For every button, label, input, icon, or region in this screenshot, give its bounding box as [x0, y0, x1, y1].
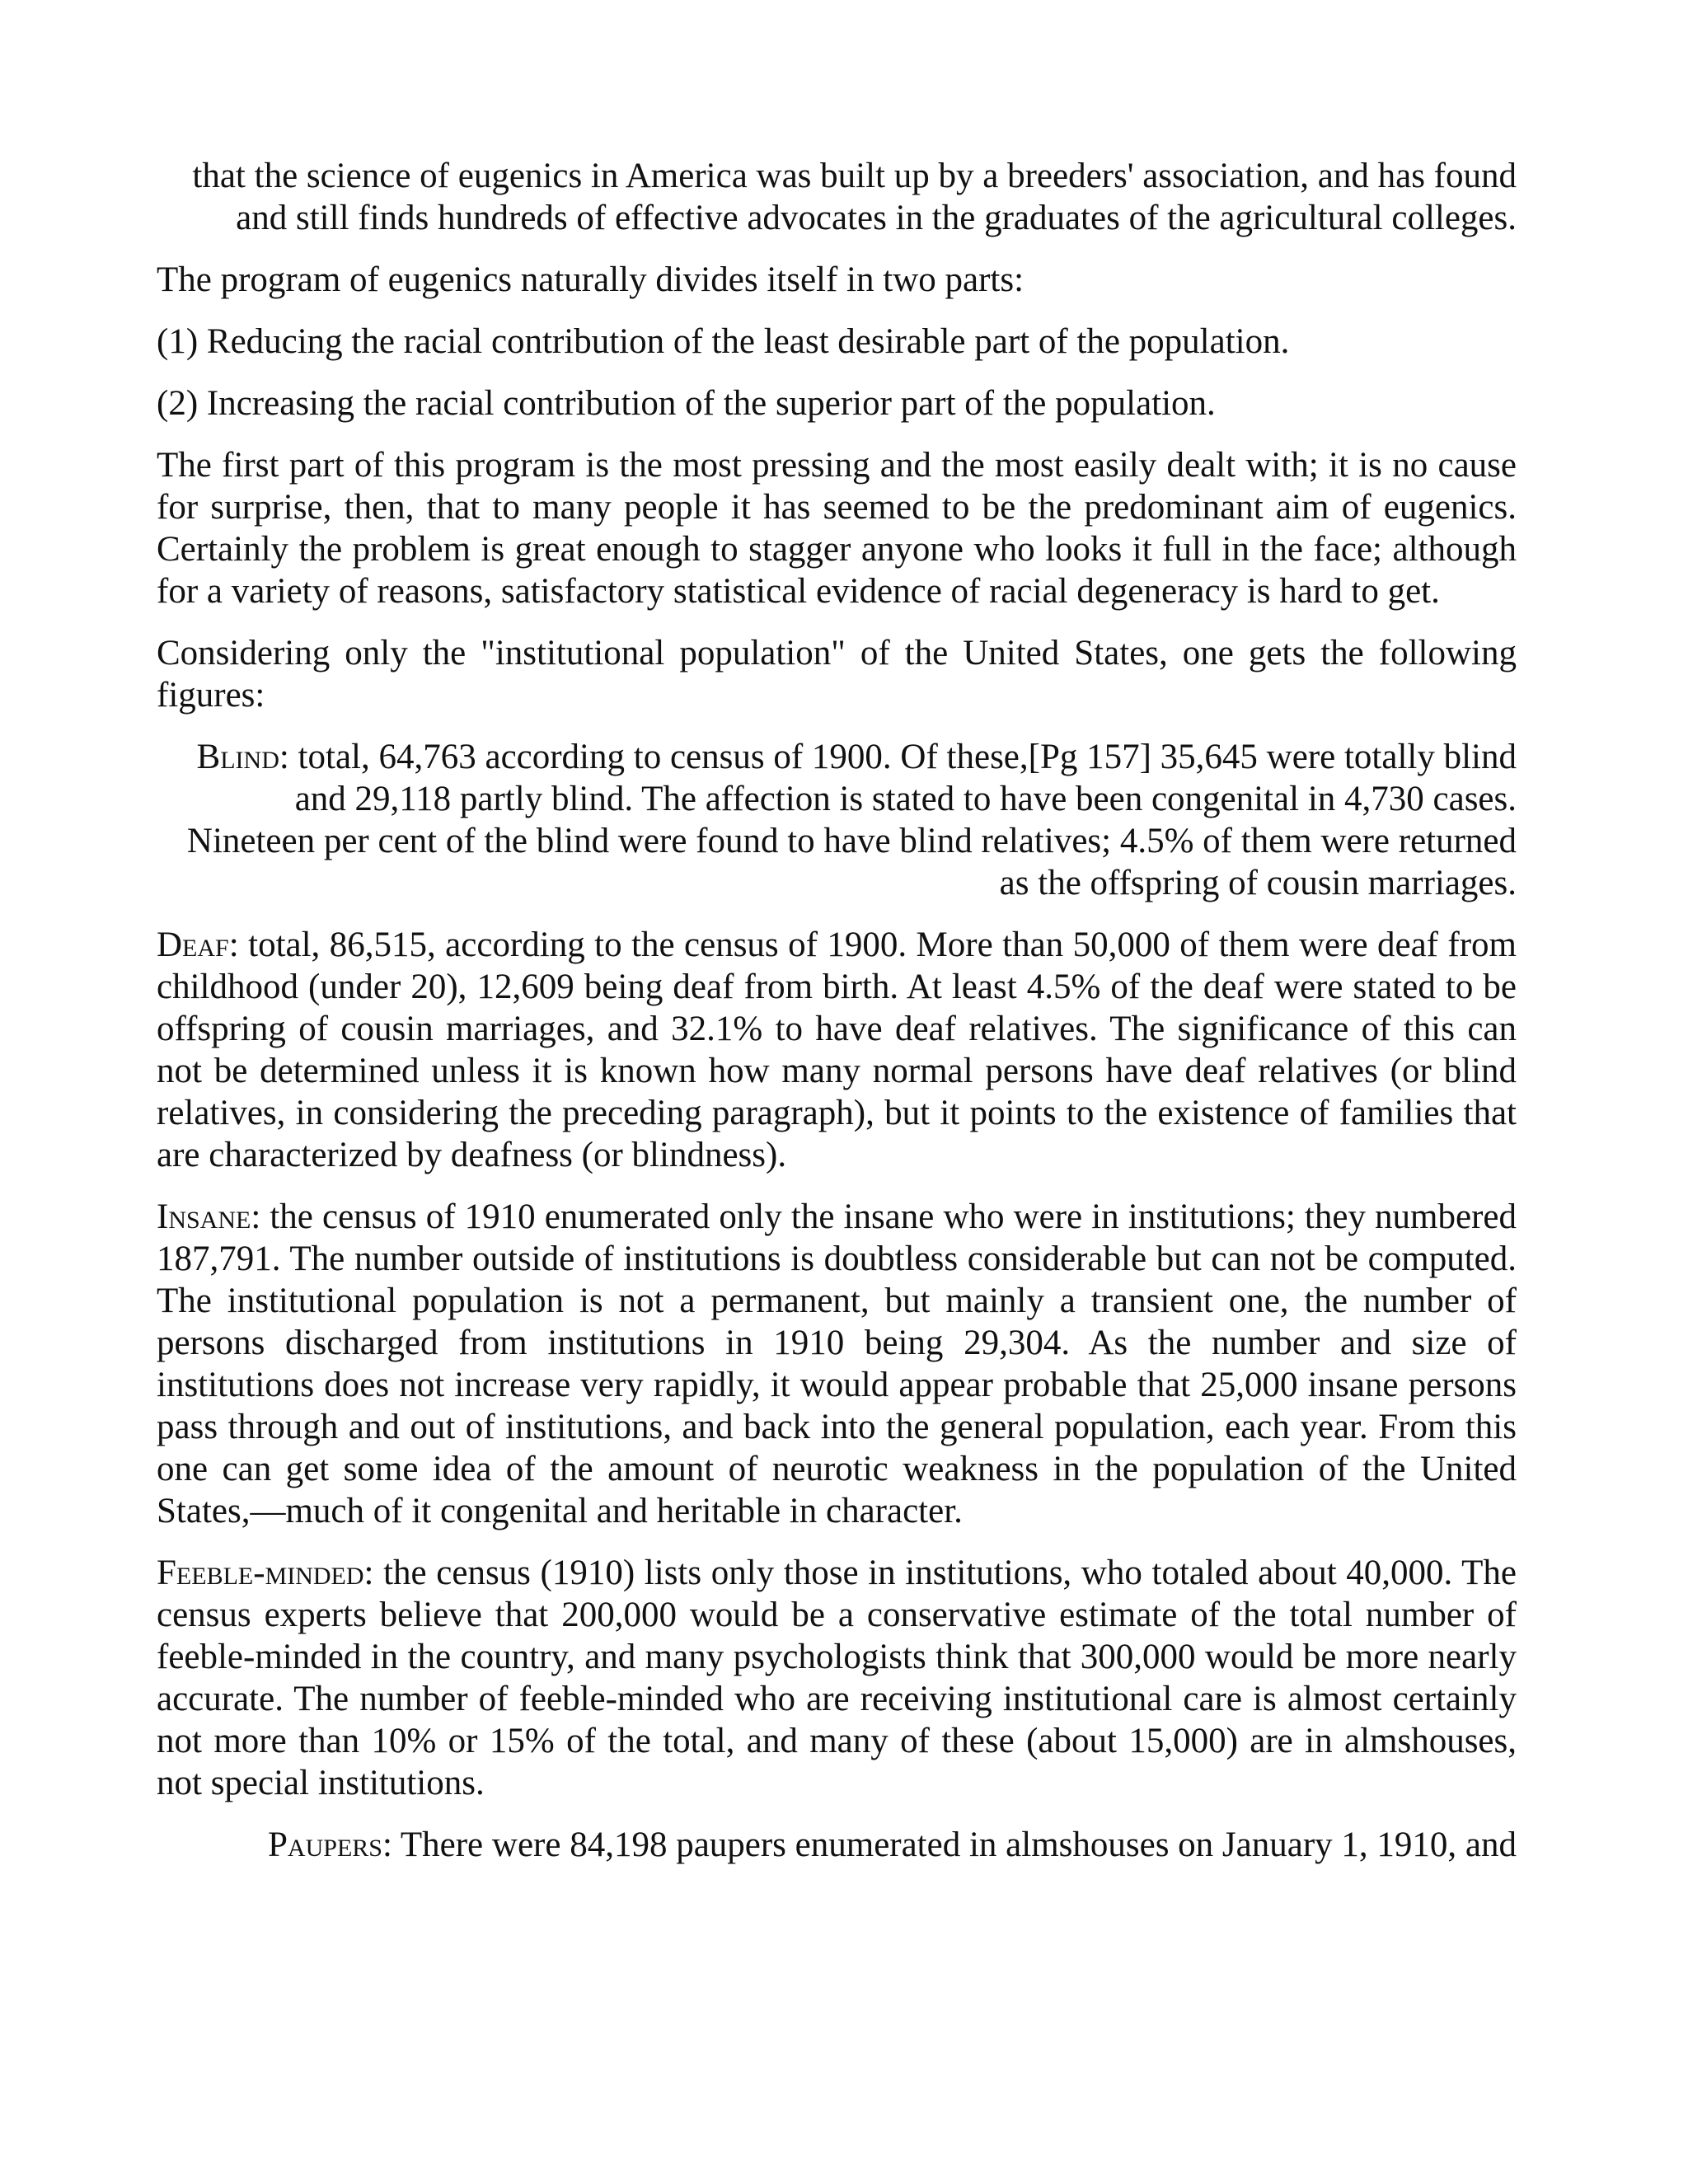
- entry-paupers: [157, 1824, 1517, 1866]
- entry-text: : the census of 1910 enumerated only the insane who were in institutions; they numbered 187,791. The number outside of institutions is doubtless considerable but can not be computed. The institutional population is not a permanent, but mainly a transient one, the number of persons discharged from institutions in 1910 being 29,304. As the number and size of institutions does not increase very rapidly, it would appear probable that 25,000 insane persons pass through and out of institutions, and back into the general population, each year. From this one can get some idea of the amount of neurotic weakness in the population of the United States,—much of it congenital and heritable in character.: [157, 1197, 1517, 1530]
- entry-label: Deaf: [157, 926, 229, 964]
- entry-label: Blind: [196, 738, 279, 776]
- paragraph-program: The program of eugenics naturally divides itself in two parts:: [157, 260, 1025, 299]
- document-page: [157, 155, 1517, 1886]
- entry-text: : total, 86,515, according to the census of 1900. More than 50,000 of them were deaf from childhood (under 20), 12,609 being deaf from birth. At least 4.5% of the deaf were stated to be offspring of cousin marriages, and 32.1% to have deaf relatives. The significance of this can not be determined unless it is known how many normal persons have deaf relatives (or blind relatives, in considering the preceding paragraph), but it points to the existence of families that are characterized by deafness (or blindness).: [157, 926, 1517, 1174]
- entry-label: Feeble-minded: [157, 1554, 364, 1592]
- paragraph-item-2: (2) Increasing the racial contribution of the superior part of the population.: [157, 384, 1216, 423]
- entry-text: : There were 84,198 paupers enumerated in almshouses on January 1, 1910, and: [382, 1825, 1517, 1864]
- entry-insane: [157, 1196, 1517, 1532]
- paragraph-intro: that the science of eugenics in America was built up by a breeders' association, and has found and still finds hundreds of effective advocates in the graduates of the agricultural colleges.: [192, 157, 1517, 237]
- paragraph-first-part: The first part of this program is the most pressing and the most easily dealt with; it is no cause for surprise, then, that to many people it has seemed to be the predominant aim of eugenics. Certainly the problem is great enough to stagger anyone who looks it full in the face; although for a variety of reasons, satisfactory statistical evidence of racial degeneracy is hard to get.: [157, 446, 1517, 611]
- entry-label: Paupers: [268, 1825, 382, 1864]
- paragraph-item-1: (1) Reducing the racial contribution of the least desirable part of the population.: [157, 322, 1290, 361]
- paragraph-institutional: Considering only the "institutional population" of the United States, one gets the following figures:: [157, 634, 1517, 715]
- entry-text: : the census (1910) lists only those in institutions, who totaled about 40,000. The census experts believe that 200,000 would be a conservative estimate of the total number of feeble-minded in the country, and many psychologists think that 300,000 would be more nearly accurate. The number of feeble-minded who are receiving institutional care is almost certainly not more than 10% or 15% of the total, and many of these (about 15,000) are in almshouses, not special institutions.: [157, 1554, 1517, 1802]
- entry-deaf: [157, 924, 1517, 1176]
- entry-blind: [157, 736, 1517, 904]
- entry-feeble-minded: [157, 1552, 1517, 1804]
- entry-text: : total, 64,763 according to census of 1900. Of these,[Pg 157] 35,645 were totally blind and 29,118 partly blind. The affection is stated to have been congenital in 4,730 cases. Nineteen per cent of the blind were found to have blind relatives; 4.5% of them were returned as the offspring of cousin marriages.: [186, 738, 1517, 902]
- entry-label: Insane: [157, 1197, 251, 1236]
